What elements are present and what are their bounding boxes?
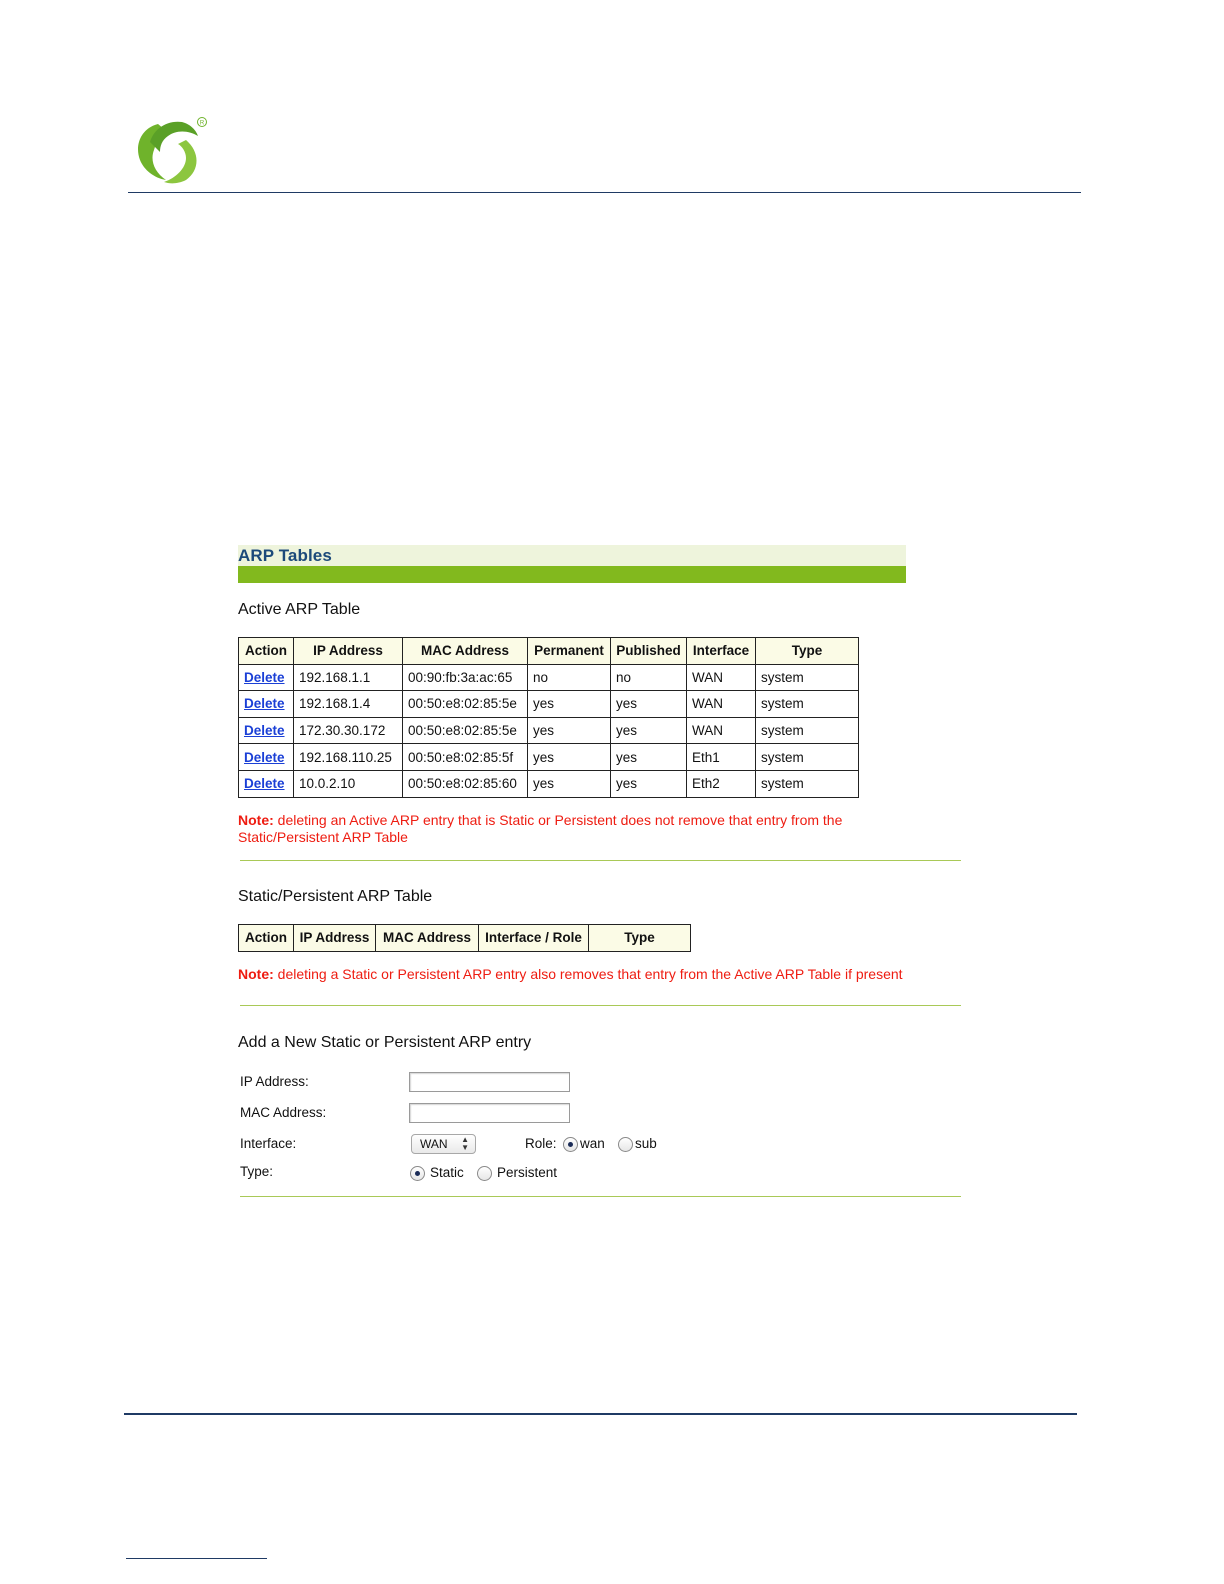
- delete-link[interactable]: Delete: [244, 723, 285, 739]
- table-header-row: [239, 925, 691, 952]
- mac-cell: 00:50:e8:02:85:60: [403, 770, 528, 797]
- mac-cell: 00:50:e8:02:85:5e: [403, 717, 528, 744]
- note-label: Note:: [238, 966, 274, 982]
- type-label: Type:: [240, 1164, 274, 1179]
- column-header-ip: IP Address: [294, 925, 376, 952]
- panel-header: [238, 545, 906, 583]
- column-header-type: Type: [589, 925, 691, 952]
- column-header-action: Action: [239, 638, 294, 665]
- note-text: deleting a Static or Persistent ARP entry also removes that entry from the Active ARP Table if present: [273, 966, 903, 982]
- table-row: [239, 744, 859, 771]
- role-option-sub-label: sub: [635, 1136, 657, 1151]
- interface-select-value: WAN: [420, 1137, 448, 1151]
- table-header-row: [239, 638, 859, 665]
- interface-cell: WAN: [687, 691, 756, 718]
- mac-cell: 00:50:e8:02:85:5f: [403, 744, 528, 771]
- role-radio-wan[interactable]: [563, 1137, 578, 1152]
- column-header-published: Published: [611, 638, 687, 665]
- select-arrows-icon: ▲ ▼: [461, 1135, 469, 1152]
- type-cell: system: [756, 770, 859, 797]
- column-header-permanent: Permanent: [528, 638, 611, 665]
- svg-text:R: R: [199, 120, 205, 127]
- delete-link[interactable]: Delete: [244, 696, 285, 712]
- permanent-cell: yes: [528, 717, 611, 744]
- ip-address-label: IP Address:: [240, 1074, 309, 1089]
- header-green-bar: [238, 566, 906, 583]
- published-cell: yes: [611, 744, 687, 771]
- column-header-interface-role: Interface / Role: [479, 925, 589, 952]
- ip-cell: 172.30.30.172: [294, 717, 403, 744]
- section-divider: [240, 1005, 961, 1006]
- role-option-wan-label: wan: [580, 1136, 605, 1151]
- interface-cell: WAN: [687, 717, 756, 744]
- table-row: [239, 691, 859, 718]
- column-header-interface: Interface: [687, 638, 756, 665]
- type-cell: system: [756, 664, 859, 691]
- published-cell: yes: [611, 691, 687, 718]
- add-entry-title: Add a New Static or Persistent ARP entry: [238, 1034, 532, 1051]
- type-radio-static[interactable]: [410, 1166, 425, 1181]
- published-cell: yes: [611, 770, 687, 797]
- type-cell: system: [756, 691, 859, 718]
- note-text: deleting an Active ARP entry that is Static or Persistent does not remove that entry from the Static/Persistent ARP Table: [238, 812, 843, 845]
- permanent-cell: yes: [528, 691, 611, 718]
- column-header-mac: MAC Address: [376, 925, 479, 952]
- section-divider: [240, 860, 961, 861]
- table-row: [239, 717, 859, 744]
- role-label: Role:: [525, 1136, 557, 1151]
- type-option-persistent-label: Persistent: [497, 1165, 558, 1180]
- mac-cell: 00:50:e8:02:85:5e: [403, 691, 528, 718]
- footer-divider: [124, 1413, 1077, 1415]
- company-logo: [128, 112, 210, 184]
- column-header-mac: MAC Address: [403, 638, 528, 665]
- active-arp-table-title: Active ARP Table: [238, 601, 361, 618]
- static-arp-table-title: Static/Persistent ARP Table: [238, 888, 433, 905]
- delete-link[interactable]: Delete: [244, 749, 285, 765]
- type-cell: system: [756, 744, 859, 771]
- table-row: [239, 664, 859, 691]
- mac-address-input[interactable]: [409, 1103, 570, 1123]
- column-header-type: Type: [756, 638, 859, 665]
- interface-cell: Eth1: [687, 744, 756, 771]
- type-option-static-label: Static: [430, 1165, 464, 1180]
- interface-label: Interface:: [240, 1136, 297, 1151]
- active-table-note: [238, 812, 908, 846]
- permanent-cell: yes: [528, 770, 611, 797]
- column-header-action: Action: [239, 925, 294, 952]
- note-label: Note:: [238, 812, 274, 828]
- delete-link[interactable]: Delete: [244, 776, 285, 792]
- interface-cell: Eth2: [687, 770, 756, 797]
- table-row: [239, 770, 859, 797]
- permanent-cell: yes: [528, 744, 611, 771]
- header-divider: [128, 192, 1081, 193]
- delete-link[interactable]: Delete: [244, 669, 285, 685]
- published-cell: yes: [611, 717, 687, 744]
- column-header-ip: IP Address: [294, 638, 403, 665]
- page-title: ARP Tables: [238, 546, 332, 565]
- permanent-cell: no: [528, 664, 611, 691]
- type-radio-persistent[interactable]: [477, 1166, 492, 1181]
- static-table-note: [238, 966, 903, 983]
- published-cell: no: [611, 664, 687, 691]
- ip-cell: 192.168.110.25: [294, 744, 403, 771]
- interface-cell: WAN: [687, 664, 756, 691]
- mac-cell: 00:90:fb:3a:ac:65: [403, 664, 528, 691]
- mac-address-label: MAC Address:: [240, 1105, 327, 1120]
- arp-tables-panel: [238, 545, 968, 1180]
- ip-cell: 10.0.2.10: [294, 770, 403, 797]
- static-arp-table: [238, 924, 691, 952]
- interface-select[interactable]: [411, 1134, 476, 1154]
- role-radio-sub[interactable]: [618, 1137, 633, 1152]
- ip-cell: 192.168.1.4: [294, 691, 403, 718]
- section-divider: [240, 1196, 961, 1197]
- footnote-rule: [126, 1558, 267, 1559]
- ip-address-input[interactable]: [409, 1072, 570, 1092]
- ip-cell: 192.168.1.1: [294, 664, 403, 691]
- type-cell: system: [756, 717, 859, 744]
- active-arp-table: [238, 637, 859, 798]
